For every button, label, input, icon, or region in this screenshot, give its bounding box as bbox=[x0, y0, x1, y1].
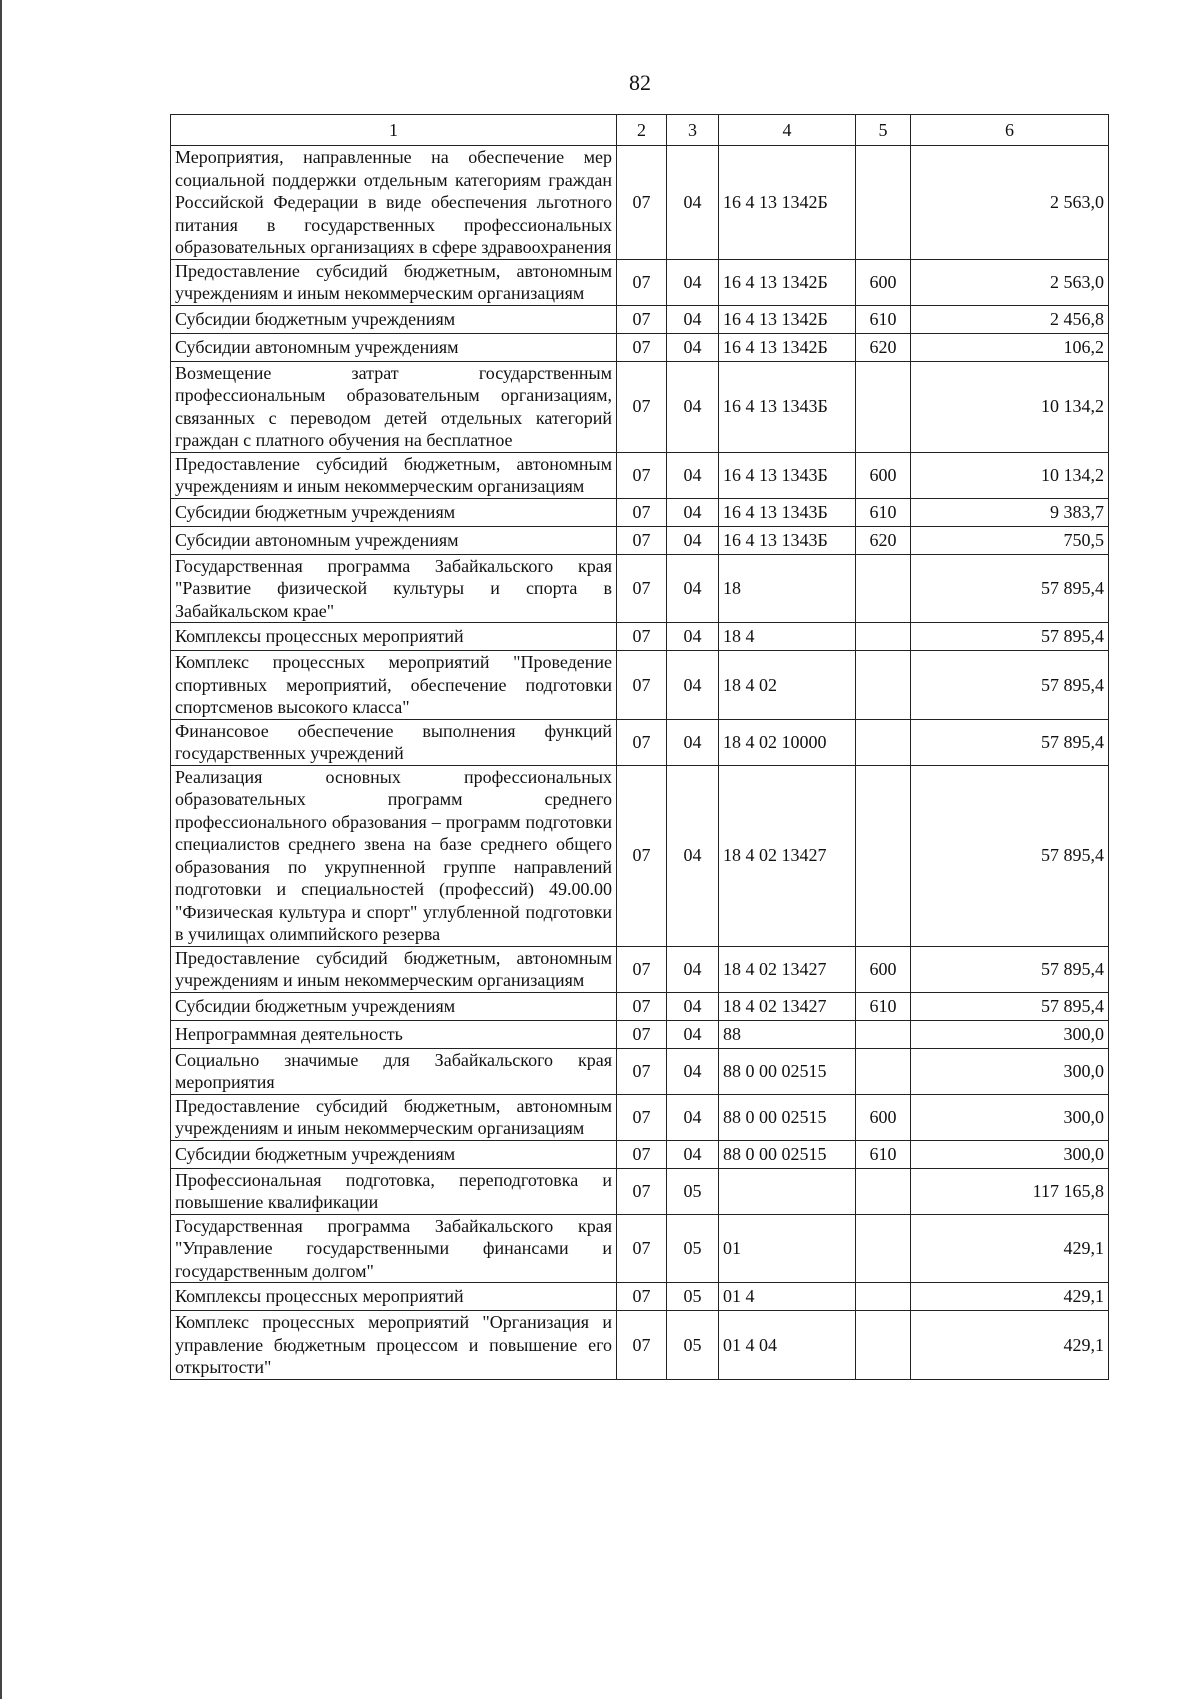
row-section: 07 bbox=[617, 1214, 667, 1283]
row-target-code: 01 bbox=[719, 1214, 856, 1283]
row-name: Субсидии автономным учреждениям bbox=[171, 333, 617, 361]
row-subsection: 04 bbox=[667, 305, 719, 333]
table-row bbox=[171, 554, 1109, 623]
row-target-code: 01 4 04 bbox=[719, 1311, 856, 1380]
row-name: Социально значимые для Забайкальского края мероприятия bbox=[171, 1048, 617, 1094]
row-subsection: 04 bbox=[667, 146, 719, 260]
row-subsection: 04 bbox=[667, 1140, 719, 1168]
row-expense-type bbox=[856, 554, 911, 623]
table-row bbox=[171, 1094, 1109, 1140]
row-subsection: 05 bbox=[667, 1214, 719, 1283]
row-section: 07 bbox=[617, 946, 667, 992]
table-row bbox=[171, 1311, 1109, 1380]
row-section: 07 bbox=[617, 992, 667, 1020]
row-amount: 2 563,0 bbox=[911, 259, 1109, 305]
row-subsection: 04 bbox=[667, 719, 719, 765]
table-row bbox=[171, 1214, 1109, 1283]
row-subsection: 05 bbox=[667, 1168, 719, 1214]
row-expense-type: 610 bbox=[856, 498, 911, 526]
column-header-6: 6 bbox=[911, 115, 1109, 146]
row-name: Комплекс процессных мероприятий "Организация и управление бюджетным процессом и повышение его открытости" bbox=[171, 1311, 617, 1380]
row-amount: 57 895,4 bbox=[911, 765, 1109, 946]
row-target-code: 18 4 02 13427 bbox=[719, 765, 856, 946]
row-amount: 2 563,0 bbox=[911, 146, 1109, 260]
row-target-code: 16 4 13 1342Б bbox=[719, 305, 856, 333]
row-subsection: 04 bbox=[667, 259, 719, 305]
row-section: 07 bbox=[617, 1094, 667, 1140]
table-row bbox=[171, 946, 1109, 992]
row-name: Непрограммная деятельность bbox=[171, 1020, 617, 1048]
row-name: Субсидии бюджетным учреждениям bbox=[171, 305, 617, 333]
row-expense-type bbox=[856, 651, 911, 720]
table-row bbox=[171, 1283, 1109, 1311]
table-row bbox=[171, 1168, 1109, 1214]
row-section: 07 bbox=[617, 1283, 667, 1311]
row-subsection: 04 bbox=[667, 333, 719, 361]
row-target-code: 16 4 13 1342Б bbox=[719, 146, 856, 260]
row-expense-type: 600 bbox=[856, 259, 911, 305]
row-amount: 57 895,4 bbox=[911, 946, 1109, 992]
row-section: 07 bbox=[617, 305, 667, 333]
row-section: 07 bbox=[617, 1048, 667, 1094]
row-amount: 57 895,4 bbox=[911, 623, 1109, 651]
row-subsection: 04 bbox=[667, 623, 719, 651]
row-name: Комплексы процессных мероприятий bbox=[171, 623, 617, 651]
row-name: Предоставление субсидий бюджетным, автономным учреждениям и иным некоммерческим организациям bbox=[171, 1094, 617, 1140]
table-row bbox=[171, 1020, 1109, 1048]
row-amount: 300,0 bbox=[911, 1020, 1109, 1048]
row-expense-type bbox=[856, 719, 911, 765]
table-row bbox=[171, 146, 1109, 260]
row-target-code: 88 0 00 02515 bbox=[719, 1140, 856, 1168]
row-name: Субсидии бюджетным учреждениям bbox=[171, 1140, 617, 1168]
row-amount: 750,5 bbox=[911, 526, 1109, 554]
row-amount: 57 895,4 bbox=[911, 719, 1109, 765]
row-expense-type bbox=[856, 361, 911, 452]
row-amount: 300,0 bbox=[911, 1140, 1109, 1168]
table-row bbox=[171, 1048, 1109, 1094]
row-subsection: 04 bbox=[667, 526, 719, 554]
column-header-2: 2 bbox=[617, 115, 667, 146]
table-row bbox=[171, 305, 1109, 333]
row-target-code: 18 4 02 13427 bbox=[719, 992, 856, 1020]
row-amount: 9 383,7 bbox=[911, 498, 1109, 526]
row-subsection: 04 bbox=[667, 554, 719, 623]
row-name: Предоставление субсидий бюджетным, автономным учреждениям и иным некоммерческим организациям bbox=[171, 259, 617, 305]
table-row bbox=[171, 623, 1109, 651]
row-amount: 117 165,8 bbox=[911, 1168, 1109, 1214]
row-target-code: 18 4 02 bbox=[719, 651, 856, 720]
row-amount: 10 134,2 bbox=[911, 361, 1109, 452]
row-target-code: 16 4 13 1343Б bbox=[719, 498, 856, 526]
table-row bbox=[171, 333, 1109, 361]
row-name: Государственная программа Забайкальского края "Развитие физической культуры и спорта в Забайкальском крае" bbox=[171, 554, 617, 623]
row-section: 07 bbox=[617, 1168, 667, 1214]
row-amount: 57 895,4 bbox=[911, 651, 1109, 720]
scan-edge-line bbox=[0, 0, 2, 1699]
row-expense-type: 610 bbox=[856, 1140, 911, 1168]
column-header-1: 1 bbox=[171, 115, 617, 146]
row-expense-type bbox=[856, 1168, 911, 1214]
row-amount: 429,1 bbox=[911, 1311, 1109, 1380]
row-amount: 300,0 bbox=[911, 1094, 1109, 1140]
table-row bbox=[171, 498, 1109, 526]
row-target-code: 16 4 13 1343Б bbox=[719, 526, 856, 554]
row-target-code: 88 bbox=[719, 1020, 856, 1048]
row-name: Субсидии бюджетным учреждениям bbox=[171, 498, 617, 526]
row-expense-type bbox=[856, 623, 911, 651]
row-target-code: 18 4 02 10000 bbox=[719, 719, 856, 765]
row-section: 07 bbox=[617, 1311, 667, 1380]
row-section: 07 bbox=[617, 651, 667, 720]
row-subsection: 04 bbox=[667, 361, 719, 452]
table-row bbox=[171, 259, 1109, 305]
row-target-code: 18 4 bbox=[719, 623, 856, 651]
table-row bbox=[171, 719, 1109, 765]
row-section: 07 bbox=[617, 554, 667, 623]
row-expense-type: 610 bbox=[856, 305, 911, 333]
row-expense-type bbox=[856, 1311, 911, 1380]
row-section: 07 bbox=[617, 498, 667, 526]
row-section: 07 bbox=[617, 1140, 667, 1168]
row-amount: 57 895,4 bbox=[911, 992, 1109, 1020]
row-subsection: 04 bbox=[667, 1094, 719, 1140]
row-amount: 57 895,4 bbox=[911, 554, 1109, 623]
table-row bbox=[171, 765, 1109, 946]
row-subsection: 04 bbox=[667, 946, 719, 992]
row-expense-type bbox=[856, 765, 911, 946]
row-target-code: 18 bbox=[719, 554, 856, 623]
row-expense-type: 600 bbox=[856, 452, 911, 498]
row-target-code bbox=[719, 1168, 856, 1214]
row-target-code: 18 4 02 13427 bbox=[719, 946, 856, 992]
row-name: Субсидии бюджетным учреждениям bbox=[171, 992, 617, 1020]
row-expense-type bbox=[856, 1048, 911, 1094]
row-subsection: 05 bbox=[667, 1311, 719, 1380]
column-header-4: 4 bbox=[719, 115, 856, 146]
column-header-3: 3 bbox=[667, 115, 719, 146]
table-row bbox=[171, 1140, 1109, 1168]
row-target-code: 16 4 13 1342Б bbox=[719, 259, 856, 305]
row-section: 07 bbox=[617, 765, 667, 946]
row-section: 07 bbox=[617, 623, 667, 651]
row-expense-type: 610 bbox=[856, 992, 911, 1020]
row-section: 07 bbox=[617, 361, 667, 452]
row-amount: 300,0 bbox=[911, 1048, 1109, 1094]
row-subsection: 04 bbox=[667, 1020, 719, 1048]
row-section: 07 bbox=[617, 719, 667, 765]
row-name: Профессиональная подготовка, переподготовка и повышение квалификации bbox=[171, 1168, 617, 1214]
row-target-code: 16 4 13 1342Б bbox=[719, 333, 856, 361]
table-row bbox=[171, 452, 1109, 498]
table-body bbox=[171, 146, 1109, 1380]
row-name: Мероприятия, направленные на обеспечение мер социальной поддержки отдельным категориям граждан Российской Федерации в виде обеспечения льготного питания в государственных профессиональных образовательных организациях в сфере здравоохранения bbox=[171, 146, 617, 260]
table-row bbox=[171, 526, 1109, 554]
row-expense-type bbox=[856, 146, 911, 260]
row-amount: 429,1 bbox=[911, 1214, 1109, 1283]
row-name: Субсидии автономным учреждениям bbox=[171, 526, 617, 554]
row-name: Комплекс процессных мероприятий "Проведение спортивных мероприятий, обеспечение подготовки спортсменов высокого класса" bbox=[171, 651, 617, 720]
row-expense-type: 600 bbox=[856, 946, 911, 992]
budget-table bbox=[170, 114, 1109, 1380]
row-name: Государственная программа Забайкальского края "Управление государственными финансами и государственным долгом" bbox=[171, 1214, 617, 1283]
row-name: Реализация основных профессиональных образовательных программ среднего профессионального образования – программ подготовки специалистов среднего звена на базе среднего общего образования по укрупненной группе направлений подготовки и специальностей (профессий) 49.00.00 "Физическая культура и спорт" углубленной подготовки в училищах олимпийского резерва bbox=[171, 765, 617, 946]
row-expense-type bbox=[856, 1283, 911, 1311]
row-subsection: 04 bbox=[667, 765, 719, 946]
row-expense-type bbox=[856, 1214, 911, 1283]
table-row bbox=[171, 651, 1109, 720]
row-section: 07 bbox=[617, 333, 667, 361]
row-subsection: 05 bbox=[667, 1283, 719, 1311]
row-target-code: 88 0 00 02515 bbox=[719, 1094, 856, 1140]
row-section: 07 bbox=[617, 146, 667, 260]
row-expense-type bbox=[856, 1020, 911, 1048]
row-expense-type: 600 bbox=[856, 1094, 911, 1140]
table-row bbox=[171, 992, 1109, 1020]
row-subsection: 04 bbox=[667, 651, 719, 720]
row-subsection: 04 bbox=[667, 1048, 719, 1094]
row-amount: 429,1 bbox=[911, 1283, 1109, 1311]
row-name: Предоставление субсидий бюджетным, автономным учреждениям и иным некоммерческим организациям bbox=[171, 452, 617, 498]
row-subsection: 04 bbox=[667, 992, 719, 1020]
row-name: Финансовое обеспечение выполнения функций государственных учреждений bbox=[171, 719, 617, 765]
row-name: Комплексы процессных мероприятий bbox=[171, 1283, 617, 1311]
page-number: 82 bbox=[629, 70, 651, 95]
row-section: 07 bbox=[617, 1020, 667, 1048]
row-name: Предоставление субсидий бюджетным, автономным учреждениям и иным некоммерческим организациям bbox=[171, 946, 617, 992]
row-amount: 2 456,8 bbox=[911, 305, 1109, 333]
row-target-code: 88 0 00 02515 bbox=[719, 1048, 856, 1094]
row-section: 07 bbox=[617, 526, 667, 554]
column-header-5: 5 bbox=[856, 115, 911, 146]
row-target-code: 01 4 bbox=[719, 1283, 856, 1311]
row-target-code: 16 4 13 1343Б bbox=[719, 361, 856, 452]
row-amount: 10 134,2 bbox=[911, 452, 1109, 498]
row-amount: 106,2 bbox=[911, 333, 1109, 361]
row-target-code: 16 4 13 1343Б bbox=[719, 452, 856, 498]
row-section: 07 bbox=[617, 452, 667, 498]
row-expense-type: 620 bbox=[856, 526, 911, 554]
table-row bbox=[171, 361, 1109, 452]
row-expense-type: 620 bbox=[856, 333, 911, 361]
table-header-row bbox=[171, 115, 1109, 146]
row-subsection: 04 bbox=[667, 498, 719, 526]
row-name: Возмещение затрат государственным профессиональным образовательным организациям, связанных с переводом детей отдельных категорий граждан с платного обучения на бесплатное bbox=[171, 361, 617, 452]
row-section: 07 bbox=[617, 259, 667, 305]
row-subsection: 04 bbox=[667, 452, 719, 498]
